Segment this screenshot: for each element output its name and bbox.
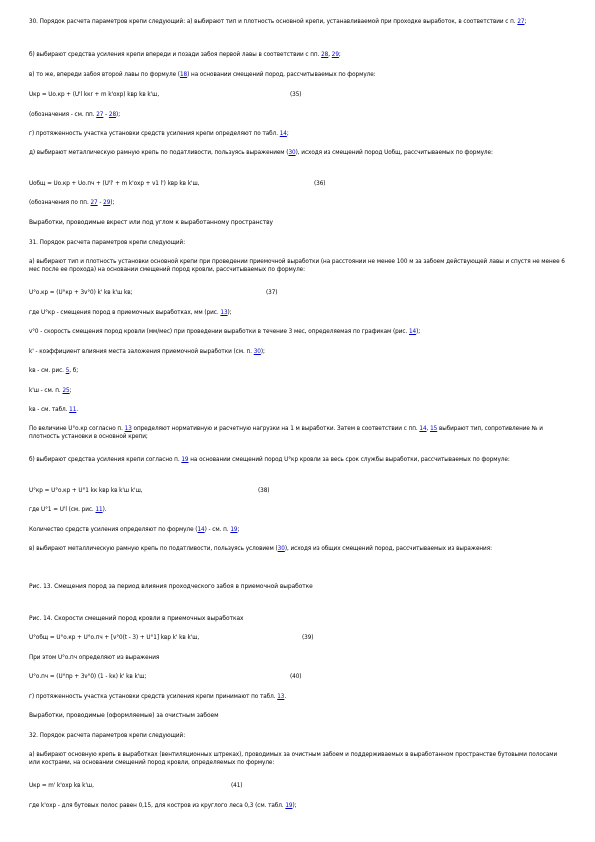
line-text [29,655,159,661]
text-fragment: - [103,112,109,118]
text-fragment: 30. Порядок расчета параметров крепи следующий: а) выбирают тип и плотность основной крепи, устанавливаемой при проходке выработок, в соответствии с п. [29,19,518,25]
text-fragment: Выработки, проводимые (оформляемые) за очистным забоем [29,713,219,719]
paragraph-v0 [29,328,569,336]
text-fragment: ), исходя из общих смещений пород, рассчитываемых из выражения: [284,546,492,552]
text-fragment: Выработки, проводимые вкрест или под углом к выработанному пространству [29,220,273,226]
text-fragment: ); [416,329,421,335]
paragraph-kprime [29,348,569,356]
line-text [29,72,376,78]
text-fragment: г) протяженность участка установки средств усиления крепи определяют по табл. [29,131,280,137]
text-fragment: Uобщ = Uо.кр + Uо.пч + (U'l' + m k'охр + ν1 l') kвр kв k'ш, [29,181,200,187]
line-text [29,527,239,533]
equation-number: (35) [290,92,302,98]
line-text [29,131,289,137]
text-fragment: ; [524,19,527,25]
reference-link[interactable]: 18 [179,72,188,78]
text-fragment: г) протяженность участка установки средств усиления крепи принимают по табл. [29,694,278,700]
text-fragment: . [284,694,287,700]
line-text [29,92,159,98]
paragraph-obozn1 [29,111,569,119]
reference-link[interactable]: 29 [103,200,111,206]
formula-eq35 [29,91,569,99]
paragraph-kv2 [29,406,569,414]
text-fragment: k' - коэффициент влияния места заложения приемочной выработки (см. п. [29,349,254,355]
formula-eq41 [29,782,569,790]
equation-number: (39) [302,635,314,641]
text-fragment: ), исходя из смещений пород Uобщ, рассчитываемых по формуле: [295,150,493,156]
text-fragment: б) выбирают средства усиления крепи согласно п. [29,457,182,463]
paragraph-ksh [29,387,569,395]
reference-link[interactable]: 14 [279,131,287,137]
text-fragment: ; [237,527,240,533]
text-fragment: в) то же, впереди забоя второй лавы по формуле ( [29,72,180,78]
reference-link[interactable]: 14 [408,329,417,335]
reference-link[interactable]: 19 [181,457,189,463]
line-text [29,150,493,156]
line-text [29,584,313,590]
reference-link[interactable]: 28 [321,52,329,58]
line-text [29,259,565,273]
text-fragment: ). [102,507,107,513]
line-text [29,457,510,463]
text-fragment: ) - см. п. [204,527,231,533]
text-fragment: По величине U°о.кр согласно п. [29,426,125,432]
paragraph-p31v [29,545,569,553]
paragraph-p32 [29,732,569,740]
line-text [29,407,78,413]
line-text [29,426,543,440]
text-fragment: U°о.пч = (U°пр + 3ν°0) (1 - kк) k' kв k'ш; [29,674,147,680]
line-text [29,200,114,206]
line-text [29,783,94,789]
text-fragment: ) на основании смещений пород, рассчитываемых по формуле: [187,72,376,78]
line-text [29,733,185,739]
line-text [29,290,132,296]
line-text [29,488,142,494]
paragraph-p30b [29,51,569,59]
formula-eq38 [29,487,569,495]
text-fragment: , [328,52,332,58]
line-text [29,507,107,513]
line-text [29,368,78,374]
text-fragment: на основании смещений пород U°кр кровли за весь срок службы выработки, рассчитываемых по формуле: [188,457,510,463]
text-fragment: Рис. 13. Смещения пород за период влияния проходческого забоя в приемочной выработке [29,584,313,590]
line-text [29,674,146,680]
formula-eq40 [29,673,569,681]
text-fragment: где U°1 = U'l (см. рис. [29,507,96,513]
line-text [29,52,341,58]
text-fragment: ν°0 - скорость смещения пород кровли (мм/мес) при проведении выработки в течение 3 мес, определяемая по графикам (рис. [29,329,409,335]
line-text [29,616,243,622]
line-text [29,112,120,118]
paragraph-kv [29,367,569,375]
section-heading-fig14 [29,615,569,623]
formula-eq39 [29,634,569,642]
text-fragment: При этом U°о.пч определяют из выражения [29,655,160,661]
line-text [29,349,265,355]
reference-link[interactable]: 14 [419,426,427,432]
reference-link[interactable]: 19 [230,527,238,533]
line-text [29,635,199,641]
equation-number: (38) [258,488,270,494]
text-fragment: Uкр = Uо.кр + (U'l kкr + m k'охр) kвр kв k'ш, [29,92,160,98]
formula-eq37 [29,289,569,297]
section-heading-sec2 [29,712,569,720]
text-fragment: Рис. 14. Скорости смещений пород кровли в приемочных выработках [29,616,244,622]
section-heading-fig13 [29,583,569,591]
reference-link[interactable]: 28 [108,112,117,118]
reference-link[interactable]: 25 [62,388,70,394]
paragraph-p30v [29,71,569,79]
text-fragment: ); [227,310,232,316]
reference-link[interactable]: 15 [430,426,438,432]
equation-number: (41) [231,783,243,789]
text-fragment: (обозначения - см. пп. [29,112,97,118]
text-fragment: ); [116,112,121,118]
paragraph-p31b [29,456,569,464]
text-fragment: Количество средств усиления определяют по формуле ( [29,527,198,533]
line-text [29,310,232,316]
text-fragment: где k'охр - для бутовых полос равен 0,15, для костров из круглого леса 0,3 (см. табл. [29,803,286,809]
line-text [29,19,526,25]
paragraph-p30g [29,130,569,138]
text-fragment: определяют нормативную и расчетную нагрузки на 1 м выработки. Затем в соответствии с пп. [131,426,420,432]
text-fragment: ); [292,803,297,809]
text-fragment: U°кр = U°о.кр + U°1 kк kвр kв k'ш k'ш, [29,488,143,494]
line-text [29,388,71,394]
reference-link[interactable]: 11 [95,507,103,513]
reference-link[interactable]: 13 [277,694,285,700]
reference-link[interactable]: 30 [277,546,285,552]
paragraph-gde3 [29,802,569,810]
reference-link[interactable]: 19 [285,803,293,809]
reference-link[interactable]: 27 [96,112,104,118]
paragraph-p31a [29,258,569,274]
text-fragment: ; [286,131,289,137]
reference-link[interactable]: 14 [197,527,205,533]
text-fragment: - [97,200,104,206]
line-text [29,803,297,809]
text-fragment: k'ш - см. п. [29,388,63,394]
text-fragment: 32. Порядок расчета параметров крепи следующий: [29,733,186,739]
reference-link[interactable]: 13 [124,426,132,432]
line-text [29,181,199,187]
paragraph-pri [29,654,569,662]
paragraph-kol [29,526,569,534]
paragraph-gde1 [29,309,569,317]
text-fragment: а) выбирают тип и плотность установки основной крепи при проведении приемочной выработки (на расстоянии не менее 100 м за забоем действующей лавы и спустя не менее 6 мес после ее прохода) на основании смещений пород кровли, рассчитываемых по формуле: [29,259,565,273]
reference-link[interactable]: 5 [65,368,70,374]
paragraph-p30 [29,18,569,26]
paragraph-p32a [29,751,569,767]
paragraph-p30d [29,149,569,157]
equation-number: (40) [290,674,302,680]
text-fragment: . [76,407,79,413]
text-fragment: (обозначения по пп. [29,200,91,206]
line-text [29,220,273,226]
reference-link[interactable]: 27 [517,19,525,25]
text-fragment: 31. Порядок расчета параметров крепи следующий: [29,240,186,246]
reference-link[interactable]: 30 [253,349,261,355]
text-fragment: , [426,426,431,432]
line-text [29,694,286,700]
text-fragment: U°общ = U°о.кр + U°о.пч + [ν°0(t - 3) + U°1] kвр k' kв k'ш, [29,635,200,641]
paragraph-p31g [29,693,569,701]
paragraph-gde2 [29,506,569,514]
paragraph-obozn2 [29,199,569,207]
text-fragment: Uкр = m' k'охр kв k'ш, [29,783,94,789]
line-text [29,240,185,246]
text-fragment: ); [110,200,115,206]
paragraph-p31 [29,239,569,247]
text-fragment: а) выбирают основную крепь в выработках (вентиляционных штреках), проводимых за очистным забоем и поддерживаемых в выработанном пространстве бутовыми полосами или кострами, на основании смещений пород кровли, определяемых по формуле: [29,752,558,766]
text-fragment: д) выбирают металлическую рамную крепь по податливости, пользуясь выражением ( [29,150,289,156]
text-fragment: ; [69,388,72,394]
line-text [29,713,219,719]
text-fragment: kв - см. табл. [29,407,70,413]
reference-link[interactable]: 27 [90,200,98,206]
equation-number: (37) [266,290,278,296]
paragraph-pvel [29,425,569,441]
formula-eq36 [29,180,569,188]
text-fragment: kв - см. рис. [29,368,66,374]
line-text [29,329,420,335]
section-heading-sec1 [29,219,569,227]
text-fragment: ); [260,349,265,355]
equation-number: (36) [314,181,326,187]
line-text [29,546,492,552]
reference-link[interactable]: 11 [69,407,77,413]
text-fragment: б) выбирают средства усиления крепи впереди и позади забоя первой лавы в соответствии с пп. [29,52,322,58]
reference-link[interactable]: 30 [288,150,296,156]
line-text [29,752,557,766]
text-fragment: , б; [69,368,79,374]
text-fragment: ; [338,52,341,58]
reference-link[interactable]: 13 [220,310,228,316]
text-fragment: в) выбирают металлическую рамную крепь по податливости, пользуясь условием ( [29,546,278,552]
reference-link[interactable]: 29 [331,52,339,58]
text-fragment: выбирают тип, сопротивление № и плотность установки в основной крепи; [29,426,543,440]
text-fragment: U°о.кр = (U°кр + 3ν°0) k' kв k'ш kв; [29,290,133,296]
text-fragment: где U°кр - смещения пород в приемочных выработках, мм (рис. [29,310,221,316]
